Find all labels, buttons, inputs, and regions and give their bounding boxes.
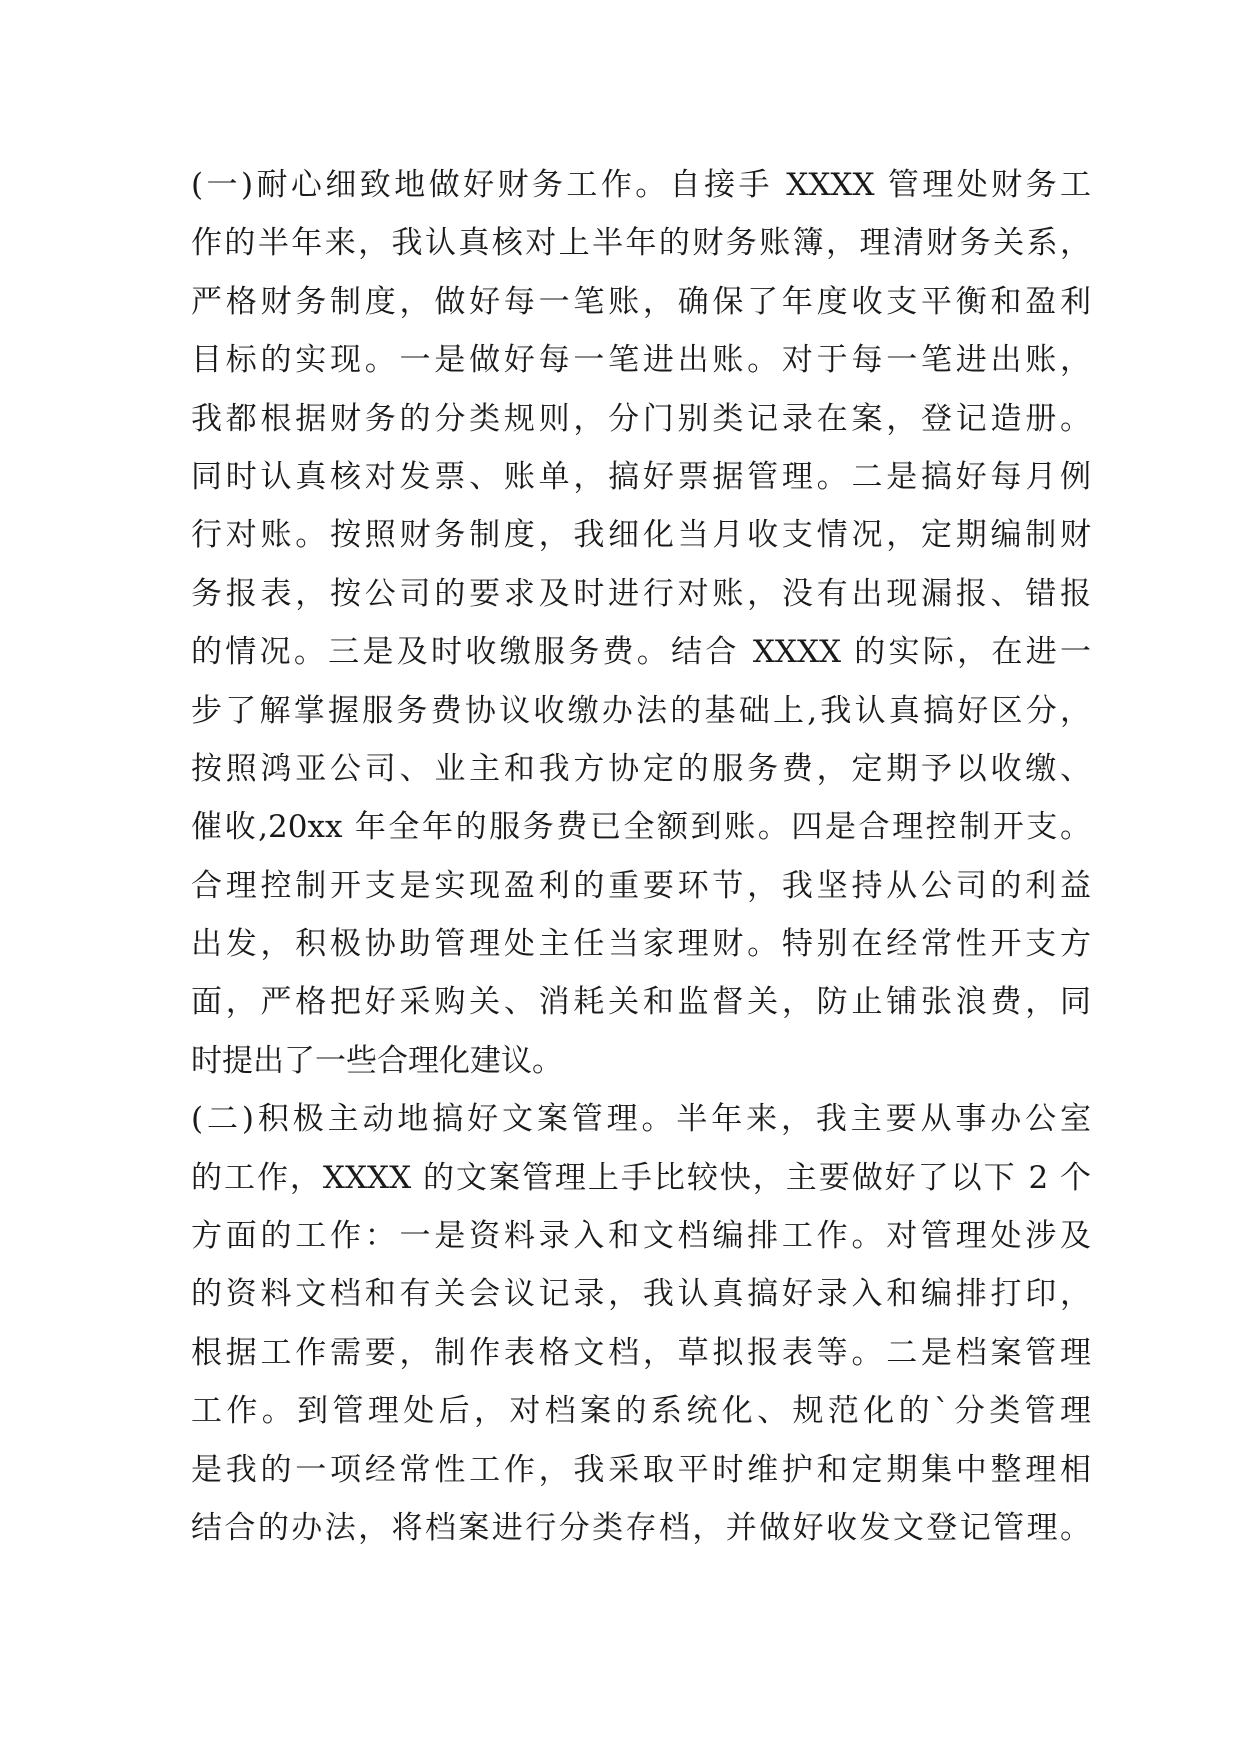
text-line: 催收,20xx 年全年的服务费已全额到账。四是合理控制开支。 [191,809,1091,846]
text-line: 严格财务制度，做好每一笔账，确保了年度收支平衡和盈利 [191,283,1091,320]
text-line: 根据工作需要，制作表格文档，草拟报表等。二是档案管理 [191,1334,1091,1371]
text-line: 出发，积极协助管理处主任当家理财。特别在经常性开支方 [191,926,1091,963]
text-line: 步了解掌握服务费协议收缴办法的基础上,我认真搞好区分， [191,692,1091,729]
text-line: 行对账。按照财务制度，我细化当月收支情况，定期编制财 [191,517,1091,554]
text-line: 面，严格把好采购关、消耗关和监督关，防止铺张浪费，同 [191,984,1091,1021]
text-line: 结合的办法，将档案进行分类存档，并做好收发文登记管理。 [191,1509,1091,1546]
text-line: 的情况。三是及时收缴服务费。结合 XXXX 的实际，在进一 [191,634,1091,671]
text-line: 按照鸿亚公司、业主和我方协定的服务费，定期予以收缴、 [191,750,1091,787]
text-line: 工作。到管理处后，对档案的系统化、规范化的`分类管理 [191,1393,1091,1430]
text-line: (二)积极主动地搞好文案管理。半年来，我主要从事办公室 [191,1101,1091,1138]
text-line: 合理控制开支是实现盈利的重要环节，我坚持从公司的利益 [191,867,1091,904]
text-line: 是我的一项经常性工作，我采取平时维护和定期集中整理相 [191,1451,1091,1488]
text-line: 我都根据财务的分类规则，分门别类记录在案，登记造册。 [191,400,1091,437]
text-line: 方面的工作：一是资料录入和文档编排工作。对管理处涉及 [191,1218,1091,1255]
text-line: 时提出了一些合理化建议。 [191,1042,563,1079]
text-line: (一)耐心细致地做好财务工作。自接手 XXXX 管理处财务工 [191,167,1091,203]
text-line: 作的半年来，我认真核对上半年的财务账簿，理清财务关系， [191,225,1091,262]
text-line: 的工作，XXXX 的文案管理上手比较快，主要做好了以下 2 个 [191,1159,1091,1196]
text-line: 同时认真核对发票、账单，搞好票据管理。二是搞好每月例 [191,458,1091,495]
text-line: 的资料文档和有关会议记录，我认真搞好录入和编排打印， [191,1276,1091,1313]
text-line: 目标的实现。一是做好每一笔进出账。对于每一笔进出账， [191,342,1091,379]
body-text [191,156,1091,1557]
text-line: 务报表，按公司的要求及时进行对账，没有出现漏报、错报 [191,575,1091,612]
